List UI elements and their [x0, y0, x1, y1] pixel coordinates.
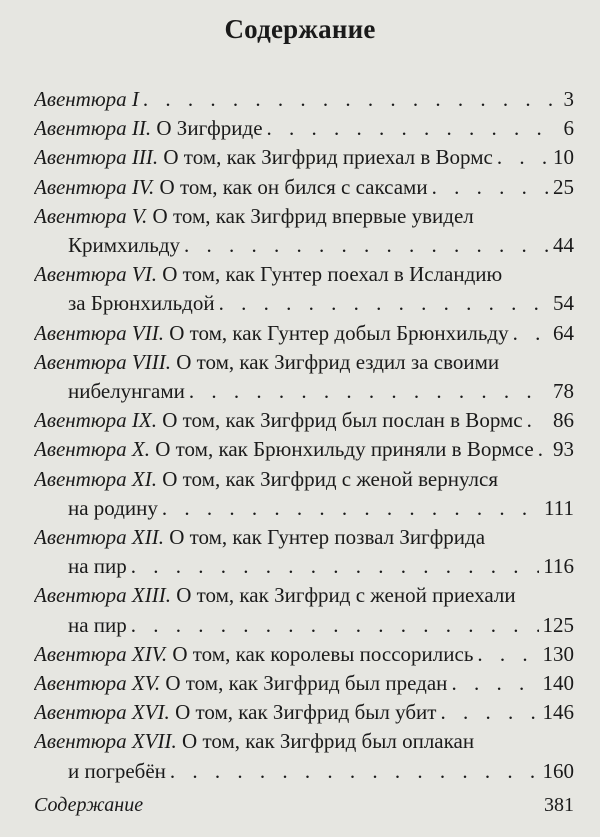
table-of-contents — [34, 85, 574, 786]
chapter-title: О том, как Зигфрид с женой вернулся — [156, 466, 498, 491]
page-ref: 86 — [553, 408, 574, 433]
page-ref: 6 — [563, 116, 574, 141]
toc-entry — [34, 523, 574, 581]
chapter-title: О том, как Зигфрид был убит — [169, 700, 437, 725]
page-ref: 160 — [542, 758, 574, 783]
toc-entry-line — [34, 435, 574, 464]
page-ref: 125 — [542, 612, 574, 637]
chapter-title: на пир — [68, 554, 127, 579]
chapter-label: Авентюра XI. — [34, 466, 157, 491]
page-ref: 3 — [563, 87, 574, 111]
chapter-title: О том, как Зигфрид был оплакан — [176, 729, 475, 754]
dot-leader — [219, 289, 549, 318]
toc-entry-line — [34, 289, 574, 318]
toc-entry-line — [34, 640, 574, 669]
dot-leader — [513, 319, 549, 348]
dot-leader — [162, 494, 540, 523]
page-ref: 54 — [553, 291, 574, 316]
toc-entry-line — [34, 757, 574, 786]
page-title: Содержание — [224, 14, 376, 44]
toc-entry — [34, 640, 574, 669]
toc-entry-line — [34, 406, 574, 435]
toc-entry — [34, 85, 574, 114]
dot-leader — [451, 669, 538, 698]
toc-entry-line — [34, 465, 574, 494]
dot-leader — [170, 757, 539, 786]
toc-entry — [34, 319, 574, 348]
toc-entry-line — [34, 727, 574, 756]
chapter-title: О том, как Зигфрид ездил за своими — [170, 349, 500, 374]
toc-entry-line — [34, 85, 574, 114]
chapter-title: Кримхильду — [68, 233, 181, 258]
toc-entry — [34, 202, 574, 260]
toc-entry — [34, 698, 574, 727]
dot-leader — [131, 611, 539, 640]
chapter-label: Авентюра II. — [34, 116, 152, 141]
dot-leader — [267, 114, 560, 143]
chapter-label: Авентюра XIV. — [34, 641, 168, 666]
page-ref: 130 — [542, 641, 574, 666]
toc-entry-line — [34, 143, 574, 172]
dot-leader — [527, 406, 549, 435]
chapter-title: О том, как Зигфрид был послан в Вормс — [156, 408, 523, 433]
running-footer-label: Содержание — [34, 794, 144, 816]
toc-entry-line — [34, 348, 574, 377]
toc-entry-line — [34, 523, 574, 552]
toc-entry — [34, 435, 574, 464]
chapter-label: Авентюра XII. — [34, 525, 164, 550]
toc-entry-line — [34, 494, 574, 523]
chapter-title: О том, как Гунтер добыл Брюнхильду — [163, 320, 509, 345]
toc-entry-line — [34, 114, 574, 143]
dot-leader — [432, 173, 549, 202]
page-ref: 10 — [553, 145, 574, 170]
dot-leader — [189, 377, 549, 406]
dot-leader — [131, 552, 539, 581]
page-number: 381 — [544, 794, 574, 816]
toc-entry-line — [34, 231, 574, 260]
page-ref: 116 — [543, 554, 574, 579]
chapter-title: О том, как Зигфрид был предан — [160, 671, 448, 696]
toc-entry — [34, 143, 574, 172]
dot-leader — [143, 85, 560, 114]
chapter-title: за Брюнхильдой — [68, 291, 215, 316]
toc-entry — [34, 581, 574, 639]
dot-leader — [497, 143, 549, 172]
toc-entry-line — [34, 611, 574, 640]
page-ref: 140 — [542, 671, 574, 696]
chapter-label: Авентюра VI. — [34, 262, 157, 287]
chapter-label: Авентюра V. — [34, 203, 148, 228]
dot-leader — [477, 640, 538, 669]
toc-entry-line — [34, 202, 574, 231]
toc-entry-line — [34, 581, 574, 610]
page-ref: 64 — [553, 320, 574, 345]
chapter-title: О том, как Зигфрид с женой приехали — [170, 583, 516, 608]
chapter-label: Авентюра XVI. — [34, 700, 170, 725]
chapter-title: О том, как Брюнхильду приняли в Вормсе — [149, 437, 534, 462]
toc-entry-line — [34, 698, 574, 727]
page-footer — [34, 794, 574, 817]
toc-entry — [34, 260, 574, 318]
chapter-title: О Зигфриде — [151, 116, 263, 141]
chapter-label: Авентюра VII. — [34, 320, 164, 345]
chapter-title: на пир — [68, 612, 127, 637]
chapter-title: О том, как Гунтер позвал Зигфрида — [163, 525, 486, 550]
dot-leader — [440, 698, 538, 727]
chapter-title: О том, как Зигфрид приехал в Вормс — [158, 145, 493, 170]
chapter-label: Авентюра IV. — [34, 174, 155, 199]
toc-entry-line — [34, 173, 574, 202]
page-ref: 44 — [553, 233, 574, 258]
toc-entry — [34, 114, 574, 143]
chapter-label: Авентюра III. — [34, 145, 159, 170]
toc-entry — [34, 406, 574, 435]
chapter-label: Авентюра I — [34, 87, 139, 111]
toc-entry-line — [34, 319, 574, 348]
toc-entry-line — [34, 377, 574, 406]
chapter-title: О том, как Гунтер поехал в Исландию — [156, 262, 503, 287]
chapter-title: нибелунгами — [68, 379, 185, 404]
chapter-title: О том, как он бился с саксами — [154, 174, 428, 199]
chapter-title: и погребён — [68, 758, 166, 783]
chapter-label: Авентюра XV. — [34, 671, 161, 696]
dot-leader — [538, 435, 549, 464]
page-ref: 25 — [553, 174, 574, 199]
toc-entry — [34, 465, 574, 523]
page-ref: 111 — [544, 495, 574, 520]
page-ref: 93 — [553, 437, 574, 462]
toc-entry — [34, 173, 574, 202]
chapter-title: на родину — [68, 495, 158, 520]
chapter-label: Авентюра XIII. — [34, 583, 171, 608]
page-ref: 146 — [542, 700, 574, 725]
chapter-label: Авентюра IX. — [34, 408, 157, 433]
chapter-label: Авентюра X. — [34, 437, 150, 462]
dot-leader — [184, 231, 549, 260]
chapter-title: О том, как королевы поссорились — [167, 641, 474, 666]
chapter-label: Авентюра XVII. — [34, 729, 177, 754]
chapter-title: О том, как Зигфрид впервые увидел — [147, 203, 474, 228]
toc-entry — [34, 348, 574, 406]
page-ref: 78 — [553, 379, 574, 404]
toc-entry-line — [34, 669, 574, 698]
toc-entry-line — [34, 260, 574, 289]
chapter-label: Авентюра VIII. — [34, 349, 171, 374]
toc-entry — [34, 727, 574, 785]
toc-entry-line — [34, 552, 574, 581]
toc-entry — [34, 669, 574, 698]
